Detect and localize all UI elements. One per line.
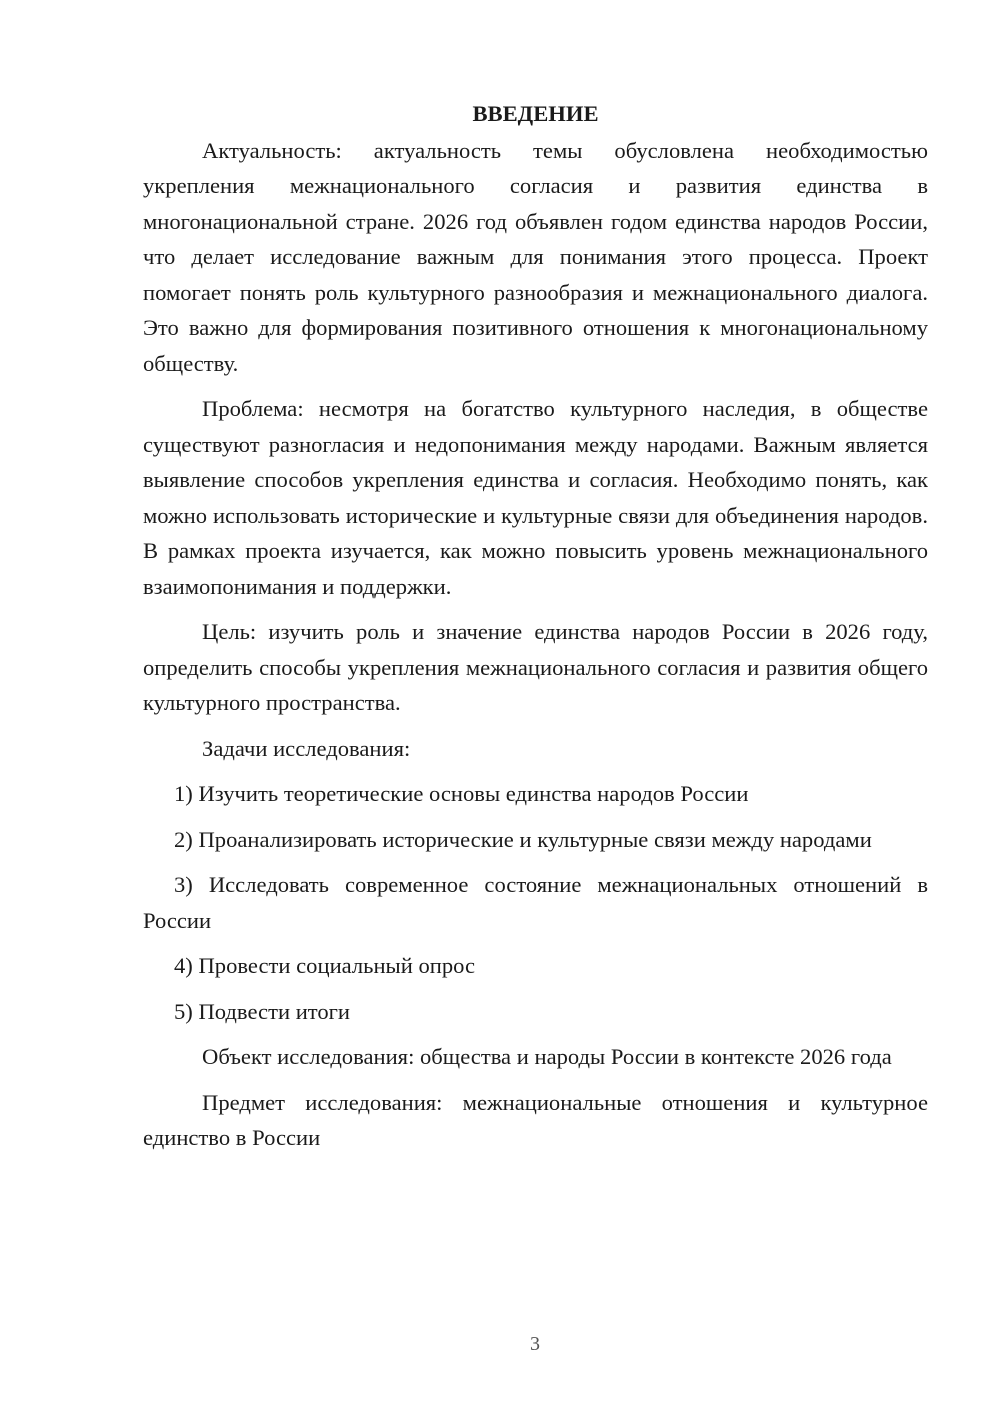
relevance-paragraph: Актуальность: актуальность темы обусловлена необходимостью укрепления межнационального согласия и развития единства в многонациональной стране. 2026 год объявлен годом единства народов России, что делает исследование важным для понимания этого процесса. Проект помогает понять роль культурного разнообразия и межнационального диалога. Это важно для формирования позитивного отношения к многонациональному обществу. (143, 137, 928, 376)
task-item: 3) Исследовать современное состояние межнациональных отношений в России (143, 872, 928, 933)
task-item: 1) Изучить теоретические основы единства народов России (174, 781, 749, 806)
section-heading: ВВЕДЕНИЕ (472, 101, 599, 126)
tasks-list (143, 776, 928, 1029)
task-item: 5) Подвести итоги (174, 998, 351, 1024)
task-item: 2) Проанализировать исторические и культурные связи между народами (174, 826, 872, 852)
subject-paragraph: Предмет исследования: межнациональные отношения и культурное единство в России (143, 1089, 928, 1150)
tasks-title: Задачи исследования: (202, 735, 411, 761)
object-paragraph: Объект исследования: общества и народы России в контексте 2026 года (202, 1044, 892, 1069)
page-number: 3 (530, 1333, 540, 1355)
goal-paragraph: Цель: изучить роль и значение единства народов России в 2026 году, определить способы укрепления межнационального согласия и развития общего культурного пространства. (143, 619, 928, 715)
task-item: 4) Провести социальный опрос (174, 953, 476, 978)
page-content (143, 96, 928, 1166)
problem-paragraph: Проблема: несмотря на богатство культурного наследия, в обществе существуют разногласия и недопонимания между народами. Важным является выявление способов укрепления единства и согласия. Необходимо понять, как можно использовать исторические и культурные связи для объединения народов. В рамках проекта изучается, как можно повысить уровень межнационального взаимопонимания и поддержки. (143, 396, 928, 599)
